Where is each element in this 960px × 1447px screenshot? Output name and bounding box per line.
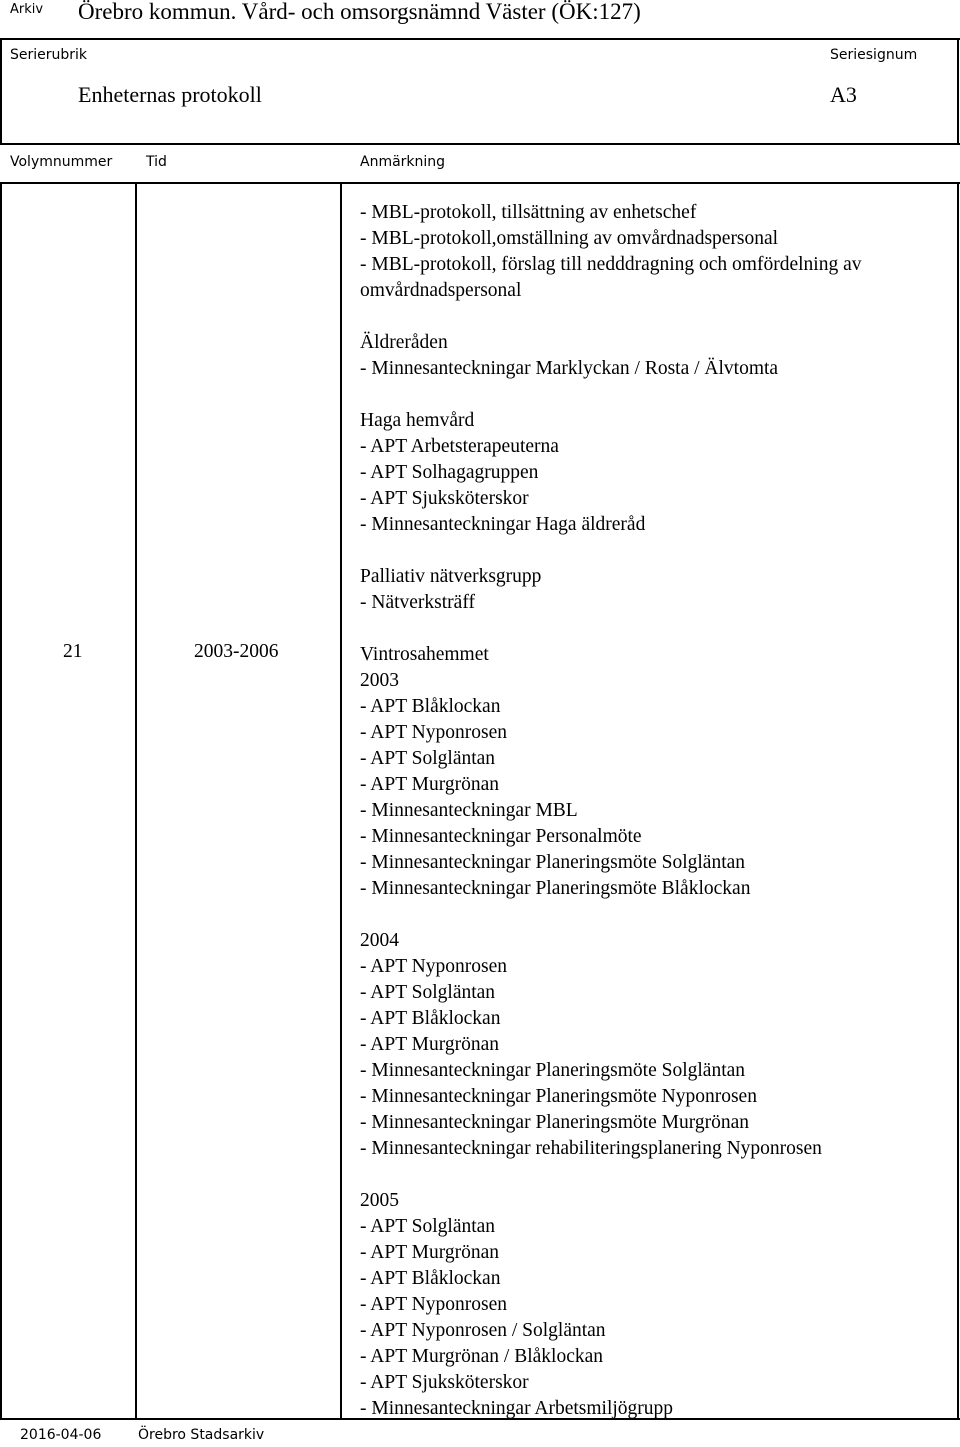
- annotation-spacer: [360, 616, 950, 642]
- annotation-line: - APT Nyponrosen / Solgläntan: [360, 1320, 606, 1341]
- table-divider-time-note: [340, 182, 342, 1419]
- annotation-line: - Minnesanteckningar Personalmöte: [360, 826, 642, 847]
- arkiv-label: Arkiv: [10, 2, 44, 17]
- annotation-line: - Minnesanteckningar Arbetsmiljögrupp: [360, 1398, 674, 1419]
- seriesignum-value: A3: [830, 82, 857, 107]
- column-header-anmarkning: Anmärkning: [360, 154, 446, 170]
- annotation-line: - Minnesanteckningar rehabiliteringsplanering Nyponrosen: [360, 1138, 822, 1159]
- annotation-line: Palliativ nätverksgrupp: [360, 566, 542, 587]
- annotation-line: - APT Nyponrosen: [360, 722, 507, 743]
- annotation-line: - MBL-protokoll, tillsättning av enhetschef: [360, 202, 697, 223]
- serierubrik-label: Serierubrik: [10, 47, 88, 63]
- header-left-border: [0, 38, 2, 144]
- annotation-line: - Minnesanteckningar Marklyckan / Rosta / Älvtomta: [360, 358, 779, 379]
- annotation-line: 2003: [360, 670, 399, 691]
- annotation-line: - APT Murgrönan: [360, 774, 500, 795]
- annotation-line: - APT Murgrönan: [360, 1034, 500, 1055]
- annotation-line: - MBL-protokoll, förslag till nedddragning och omfördelning av: [360, 254, 862, 275]
- annotation-line: Vintrosahemmet: [360, 644, 489, 665]
- column-header-tid: Tid: [146, 154, 167, 170]
- table-divider-volume-time: [135, 182, 137, 1419]
- annotation-line: - APT Nyponrosen: [360, 956, 507, 977]
- annotation-line: - Nätverksträff: [360, 592, 475, 613]
- annotation-line: - APT Murgrönan: [360, 1242, 500, 1263]
- header-bottom-rule: [0, 143, 960, 145]
- annotation-line: - Minnesanteckningar MBL: [360, 800, 578, 821]
- annotation-line: - APT Solgläntan: [360, 1216, 496, 1237]
- volume-number: 21: [63, 641, 83, 662]
- footer-archive: Örebro Stadsarkiv: [138, 1427, 265, 1443]
- serierubrik-value: Enheternas protokoll: [78, 82, 262, 107]
- footer-date: 2016-04-06: [20, 1427, 102, 1443]
- annotation-spacer: [360, 382, 950, 408]
- seriesignum-label: Seriesignum: [830, 47, 918, 63]
- annotation-line: - Minnesanteckningar Planeringsmöte Murgrönan: [360, 1112, 750, 1133]
- annotation-line: - APT Sjuksköterskor: [360, 488, 529, 509]
- annotation-line: Haga hemvård: [360, 410, 475, 431]
- time-period: 2003-2006: [194, 641, 279, 662]
- annotation-line: - Minnesanteckningar Planeringsmöte Nyponrosen: [360, 1086, 757, 1107]
- annotation-line: - APT Solgläntan: [360, 748, 496, 769]
- annotation-line: Äldreråden: [360, 332, 448, 353]
- annotation-line: - Minnesanteckningar Planeringsmöte Blåklockan: [360, 878, 751, 899]
- table-right-border: [957, 182, 959, 1419]
- annotation-spacer: [360, 1162, 950, 1188]
- annotation-line: - Minnesanteckningar Planeringsmöte Solgläntan: [360, 852, 746, 873]
- annotation-line: - APT Murgrönan / Blåklockan: [360, 1346, 604, 1367]
- annotation-line: - APT Sjuksköterskor: [360, 1372, 529, 1393]
- header-right-border: [957, 38, 959, 144]
- column-header-volymnummer: Volymnummer: [10, 154, 113, 170]
- annotation-line: - MBL-protokoll,omställning av omvårdnadspersonal: [360, 228, 779, 249]
- archive-title: Örebro kommun. Vård- och omsorgsnämnd Väster (ÖK:127): [78, 0, 641, 24]
- table-top-rule: [0, 182, 960, 184]
- annotation-line: - APT Nyponrosen: [360, 1294, 507, 1315]
- table-left-border: [0, 182, 2, 1419]
- annotation-line: - APT Blåklockan: [360, 1008, 501, 1029]
- annotation-spacer: [360, 538, 950, 564]
- annotation-line: - APT Solgläntan: [360, 982, 496, 1003]
- annotation-line: - APT Solhagagruppen: [360, 462, 539, 483]
- annotation-line: - APT Arbetsterapeuterna: [360, 436, 559, 457]
- annotation-line: - Minnesanteckningar Haga äldreråd: [360, 514, 646, 535]
- annotation-spacer: [360, 902, 950, 928]
- annotation-line: omvårdnadspersonal: [360, 280, 522, 301]
- annotation-line: 2005: [360, 1190, 399, 1211]
- annotation-list: [360, 200, 950, 1422]
- annotation-spacer: [360, 304, 950, 330]
- header-top-rule: [0, 38, 960, 40]
- annotation-line: - APT Blåklockan: [360, 1268, 501, 1289]
- annotation-line: - APT Blåklockan: [360, 696, 501, 717]
- annotation-line: 2004: [360, 930, 399, 951]
- annotation-line: - Minnesanteckningar Planeringsmöte Solgläntan: [360, 1060, 746, 1081]
